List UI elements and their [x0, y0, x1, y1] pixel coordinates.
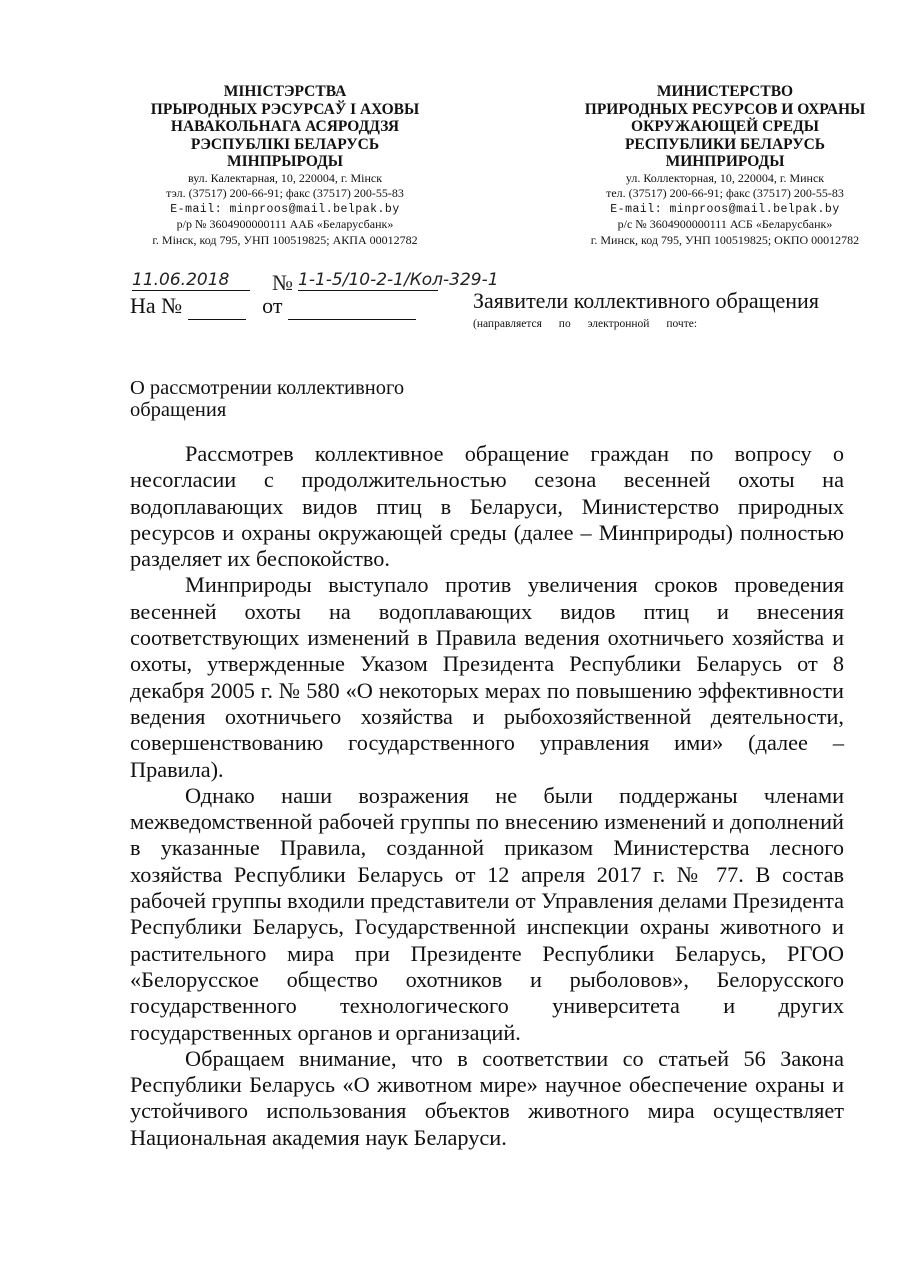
address: вул. Калектарная, 10, 220004, г. Мінск: [187, 170, 383, 185]
codes: г. Мінск, код 795, УНП 100519825; АКПА 00012782: [152, 232, 418, 247]
ministry-title-line: РЭСПУБЛІКІ БЕЛАРУСЬ: [190, 135, 380, 153]
ministry-title-line: МИНИСТЕРСТВО: [656, 83, 794, 100]
outgoing-date: 11.06.2018: [132, 270, 250, 291]
ot-label: от: [262, 293, 283, 318]
codes: г. Минск, код 795, УНП 100519825; ОКПО 00012782: [590, 232, 860, 247]
paragraph: Рассмотрев коллективное обращение граждан по вопросу о несогласии с продолжительностью сезона весенней охоты на водоплавающих видов птиц в Беларуси, Министерство природных ресурсов и охраны окружающей среды (далее – Минприроды) полностью разделяет их беспокойство.: [130, 441, 844, 572]
ministry-title-line: МІНІСТЭРСТВА: [223, 83, 347, 100]
paragraph: Обращаем внимание, что в соответствии со статьей 56 Закона Республики Беларусь «О животном мире» научное обеспечение охраны и устойчивого использования объектов животного мира осуществляет Национальная академия наук Беларуси.: [130, 1045, 844, 1150]
addressee-note: (направляется по электронной почте:: [473, 318, 698, 330]
subject: О рассмотрении коллективного обращения: [130, 377, 405, 421]
email: E-mail: minproos@mail.belpak.by: [610, 202, 840, 216]
phone: тэл. (37517) 200-66-91; факс (37517) 200-55-83: [166, 186, 404, 200]
address: ул. Коллекторная, 10, 220004, г. Минск: [625, 170, 825, 185]
email: E-mail: minproos@mail.belpak.by: [170, 202, 400, 216]
outgoing-number: 1-1-5/10-2-1/Кол-329-1: [298, 270, 499, 290]
ministry-title-line: ПРИРОДНЫХ РЕСУРСОВ И ОХРАНЫ: [584, 100, 866, 118]
ministry-title-line: РЕСПУБЛИКИ БЕЛАРУСЬ: [624, 135, 826, 153]
ministry-title-line: ОКРУЖАЮЩЕЙ СРЕДЫ: [631, 118, 819, 135]
registration-line: [130, 270, 499, 295]
paragraph: Минприроды выступало против увеличения сроков проведения весенней охоты на водоплавающих видов птиц и внесения соответствующих изменений в Правила ведения охотничьего хозяйства и охоты, утвержденные Указом Президента Республики Беларусь от 8 декабря 2005 г. № 580 «О некоторых мерах по повышению эффективности ведения охотничьего хозяйства и рыбохозяйственной деятельности, совершенствованию государственного управления ими» (далее – Правила).: [130, 572, 844, 782]
na-label: На №: [130, 293, 183, 318]
ministry-title-line: ПРЫРОДНЫХ РЭСУРСАЎ І АХОВЫ: [150, 100, 420, 118]
bank-account: р/с № 3604900000111 АСБ «Беларусбанк»: [617, 217, 833, 231]
ref-number-blank: [188, 293, 246, 320]
letterhead-belarusian: [120, 83, 450, 248]
letterhead-russian: [555, 83, 895, 248]
reference-line: [130, 293, 416, 320]
addressee-name: Заявители коллективного обращения: [473, 288, 819, 313]
bank-account: р/р № 3604900000111 ААБ «Беларусбанк»: [176, 217, 394, 231]
ministry-short-name: МІНПРЫРОДЫ: [226, 153, 343, 170]
addressee: [473, 288, 819, 330]
ministry-short-name: МИНПРИРОДЫ: [665, 153, 785, 170]
letter-body: [130, 441, 844, 1151]
number-label: №: [272, 270, 293, 295]
ministry-title-line: НАВАКОЛЬНАГА АСЯРОДДЗЯ: [170, 118, 400, 135]
paragraph: Однако наши возражения не были поддержаны членами межведомственной рабочей группы по внесению изменений и дополнений в указанные Правила, созданной приказом Министерства лесного хозяйства Республики Беларусь от 12 апреля 2017 г. № 77. В состав рабочей группы входили представители от Управления делами Президента Республики Беларусь, Государственной инспекции охраны животного и растительного мира при Президенте Республики Беларусь, РГОО «Белорусское общество охотников и рыболовов», Белорусского государственного технологического университета и других государственных органов и организаций.: [130, 782, 845, 1045]
ref-date-blank: [288, 293, 416, 320]
phone: тел. (37517) 200-66-91; факс (37517) 200-55-83: [606, 186, 844, 200]
